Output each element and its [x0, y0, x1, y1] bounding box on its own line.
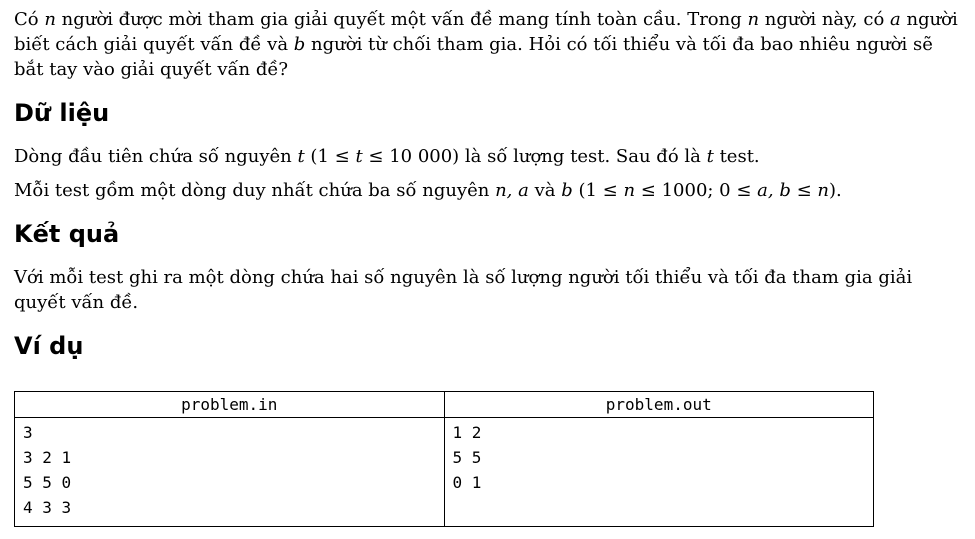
- input-line-2: Mỗi test gồm một dòng duy nhất chứa ba số nguyên n, a và b (1 ≤ n ≤ 1000; 0 ≤ a, b ≤ n).: [14, 180, 842, 201]
- input-line-1: Dòng đầu tiên chứa số nguyên t (1 ≤ t ≤ 10 000) là số lượng test. Sau đó là t test.: [14, 146, 760, 167]
- example-body-row: [15, 418, 874, 527]
- input-line: 3: [23, 423, 33, 442]
- output-file-header: problem.out: [444, 392, 874, 418]
- example-header-row: [15, 392, 874, 418]
- input-line: 5 5 0: [23, 473, 72, 492]
- output-paragraph: Với mỗi test ghi ra một dòng chứa hai số nguyên là số lượng người tối thiểu và tối đa tham gia giải quyết vấn đề.: [14, 267, 913, 313]
- input-file-header: problem.in: [15, 392, 445, 418]
- example-heading: Ví dụ: [14, 332, 84, 360]
- output-sample: [444, 418, 874, 527]
- input-line: 4 3 3: [23, 498, 72, 517]
- problem-statement: [14, 0, 964, 517]
- input-heading: Dữ liệu: [14, 99, 110, 127]
- example-table: [14, 391, 874, 527]
- intro-paragraph: Có n người được mời tham gia giải quyết một vấn đề mang tính toàn cầu. Trong n người này, có a người biết cách giải quyết vấn đề và b người từ chối tham gia. Hỏi có tối thiểu và tối đa bao nhiêu người sẽ bắt tay vào giải quyết vấn đề?: [14, 9, 958, 80]
- output-heading: Kết quả: [14, 220, 120, 248]
- input-sample: [15, 418, 445, 527]
- output-line: 0 1: [452, 473, 482, 492]
- input-line: 3 2 1: [23, 448, 72, 467]
- output-line: 1 2: [452, 423, 482, 442]
- output-line: 5 5: [452, 448, 482, 467]
